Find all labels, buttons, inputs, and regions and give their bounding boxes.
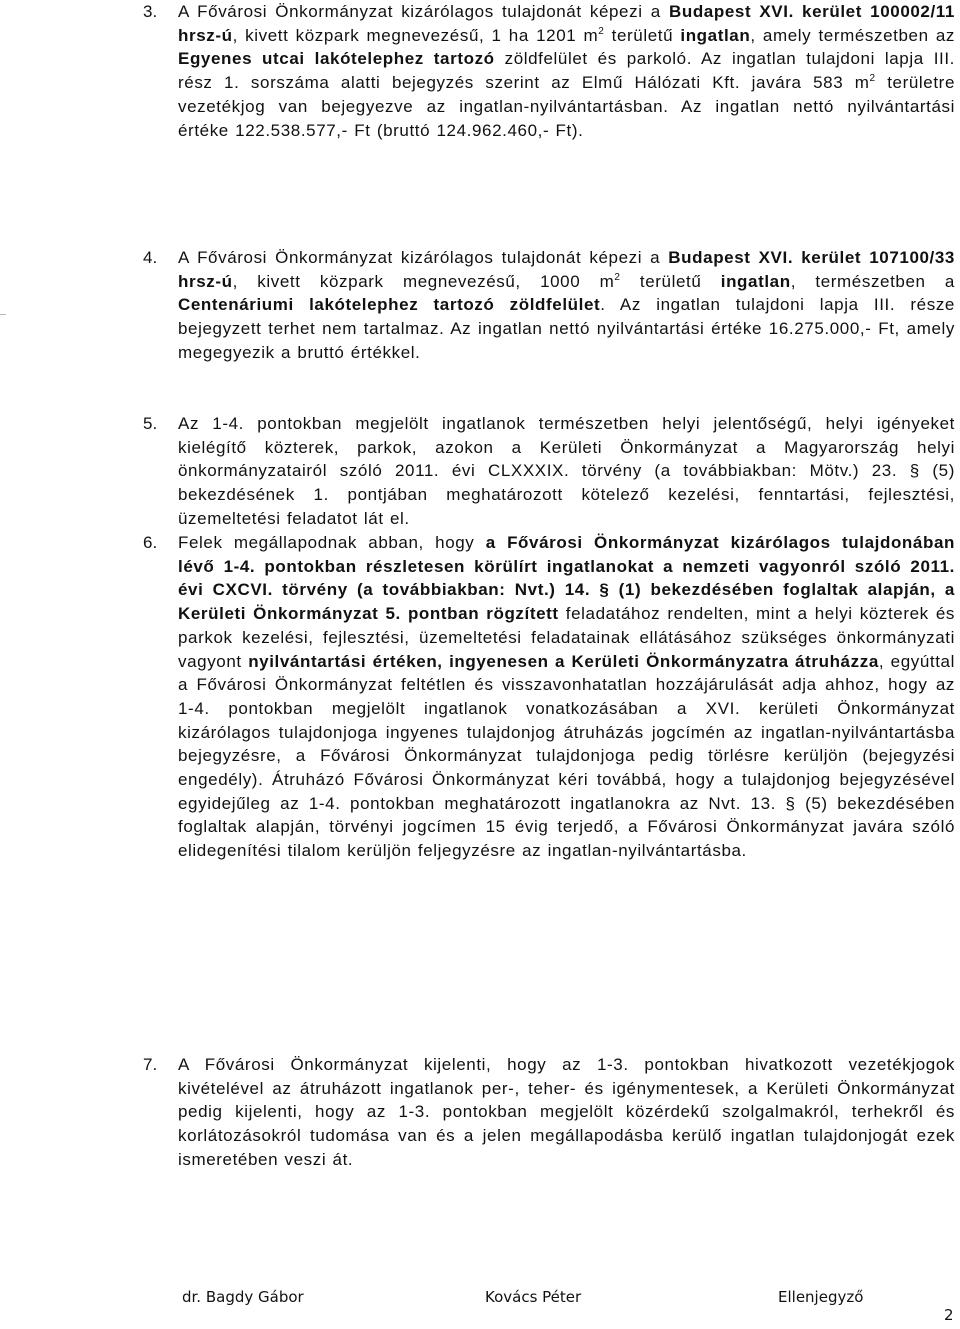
margin-mark [0,314,6,315]
item-number: 3. [143,2,158,21]
text-run: , kivett közpark megnevezésű, 1 ha 1201 m [232,25,599,45]
text-run: A Fővárosi Önkormányzat kizárólagos tulajdonát képezi a [178,2,669,21]
item-text [178,531,955,863]
bold-text: Centenáriumi lakótelephez tartozó zöldfelület [178,295,601,315]
text-run: , természetben a [790,271,955,291]
item-text [178,246,955,365]
signature-name-1: dr. Bagdy Gábor [182,1288,304,1306]
text-run: Az 1-4. pontokban megjelölt ingatlanok természetben helyi jelentőségű, helyi igényeket kielégítő közterek, parkok, azokon a Kerületi Önkormányzat a Magyarország helyi önkormányzatairól szóló 2011. évi CLXXXIX. törvény (a továbbiakban: Mötv.) 23. § (5) bekezdésének 1. pontjában meghatározott kötelező kezelési, fenntartási, fejlesztési, üzemeltetési feladatot lát el. [178,414,955,528]
paragraph-item-3 [143,0,955,142]
item-number: 5. [143,414,158,433]
text-run: területű [620,271,721,291]
signature-name-3: Ellenjegyző [778,1288,864,1306]
text-run: területre vezetékjog van bejegyezve az ingatlan-nyilvántartásban. Az ingatlan nettó nyilvántartási értéke 122.538.577,- Ft (bruttó 124.962.460,- Ft). [178,73,955,140]
paragraph-item-6 [143,531,955,863]
bold-text: nyilvántartási értéken, ingyenesen a Kerületi Önkormányzatra átruházza [248,651,879,671]
item-number: 7. [143,1055,158,1074]
item-text [178,1053,955,1172]
text-run: , kivett közpark megnevezésű, 1000 m [232,271,615,291]
bold-text: Budapest XVI. kerület 107100/33 hrsz-ú [178,248,955,291]
bold-text: a Fővárosi Önkormányzat kizárólagos tulajdonában lévő 1-4. pontokban részletesen körülírt ingatlanokat a nemzeti vagyonról szóló 2011. évi CXCVI. törvény (a továbbiakban: Nvt.) 14. § (1) bekezdésében foglaltak alapján, a Kerületi Önkormányzat 5. pontban rögzített [178,533,955,624]
superscript: 2 [614,271,621,283]
page-number: 2 [944,1306,954,1324]
paragraph-item-4 [143,246,955,365]
paragraph-item-7 [143,1053,955,1172]
superscript: 2 [869,73,876,85]
text-run: Felek megállapodnak abban, hogy [178,533,486,552]
signature-name-2: Kovács Péter [485,1288,582,1306]
text-run: feladatához rendelten, mint a helyi közterek és parkok kezelési, fejlesztési, üzemeltetési feladatainak ellátásához szükséges önkormányzati vagyont [178,604,955,671]
bold-text: Egyenes utcai lakótelephez tartozó [178,49,495,69]
item-number: 6. [143,533,158,552]
superscript: 2 [598,25,605,37]
bold-text: Budapest XVI. kerület 100002/11 hrsz-ú [178,2,955,45]
paragraph-item-5 [143,412,955,531]
text-run: A Fővárosi Önkormányzat kizárólagos tulajdonát képezi a [178,248,669,267]
bold-text: ingatlan [720,271,791,291]
text-run: . Az ingatlan tulajdoni lapja III. része bejegyzett terhet nem tartalmaz. Az ingatlan nettó nyilvántartási értéke 16.275.000,- Ft, amely megegyezik a bruttó értékkel. [178,295,955,362]
item-text [178,0,955,142]
text-run: , egyúttal a Fővárosi Önkormányzat feltétlen és visszavonhatatlan hozzájárulását adja ahhoz, hogy az 1-4. pontokban megjelölt ingatlanok vonatkozásában a XVI. kerületi Önkormányzat kizárólagos tulajdonjoga ingyenes tulajdonjog átruházás jogcímén az ingatlan-nyilvántartásba bejegyzésre, a Fővárosi Önkormányzat tulajdonjoga pedig törlésre kerüljön (bejegyzési engedély). Átruházó Fővárosi Önkormányzat kéri továbbá, hogy a tulajdonjog bejegyzésével egyidejűleg az 1-4. pontokban meghatározott ingatlanokra az Nvt. 13. § (5) bekezdésében foglaltak alapján, törvényi jogcímen 15 évig terjedő, a Fővárosi Önkormányzat javára szóló elidegenítési tilalom kerüljön feljegyzésre az ingatlan-nyilvántartásba. [178,651,955,861]
text-run: zöldfelület és parkoló. Az ingatlan tulajdoni lapja III. rész 1. sorszáma alatti bejegyzés szerint az Elmű Hálózati Kft. javára 583 m [178,49,956,93]
text-run: területű [604,25,681,45]
text-run: A Fővárosi Önkormányzat kijelenti, hogy az 1-3. pontokban hivatkozott vezetékjogok kivételével az átruházott ingatlanok per-, teher- és igénymentesek, a Kerületi Önkormányzat pedig kijelenti, hogy az 1-3. pontokban megjelölt közérdekű szolgalmakról, terhekről és korlátozásokról tudomása van és a jelen megállapodásba kerülő ingatlan tulajdonjogát ezek ismeretében veszi át. [178,1055,955,1169]
item-text [178,412,955,531]
item-number: 4. [143,248,158,267]
bold-text: ingatlan [680,25,751,45]
text-run: , amely természetben az [750,25,955,45]
